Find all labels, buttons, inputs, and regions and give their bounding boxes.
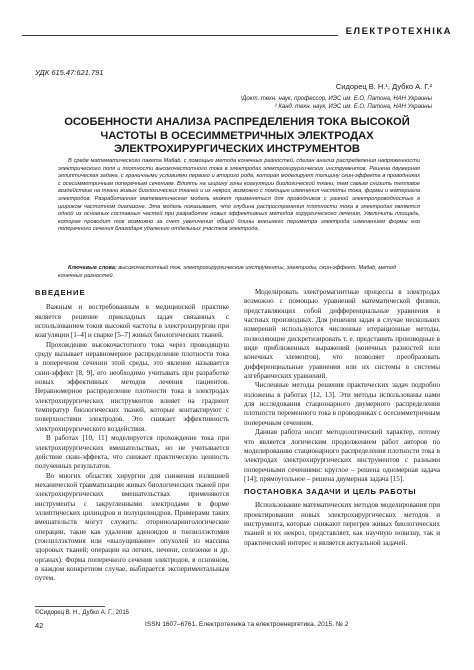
keywords-text: высокочастотный ток, электрохирургические инструменты, электроды, скин-эффект, Matlab, метод конечных разностей. [58,265,397,279]
paragraph: Моделировать электромагнитные процессы в электродах возможно с помощью уравнений математической физики, представляющих собой дифференциальные уравнения в частных производных. Для решения задач в случае нескольких измерений используются численные итерационные методы, позволяющие дискретизировать т. е. представить производные в виде приближенных выражений (конечных разностей или конечных элементов), что позволяет преобразовать дифференциальные уравнения или их системы в системы алгебраических уравнений. [244,288,440,381]
paper-title: ОСОБЕННОСТИ АНАЛИЗА РАСПРЕДЕЛЕНИЯ ТОКА ВЫСОКОЙ ЧАСТОТЫ В ОСЕСИММЕТРИЧНЫХ ЭЛЕКТРОДАХ ЭЛЕКТРОХИРУРГИЧЕСКИХ ИНСТРУМЕНТОВ [64,116,410,155]
paragraph: Данная работа носит методологический характер, потому что является логическим продолжением работ авторов по моделированию стационарного распределения плотности тока в электродах электрохирургических инструментов с разными поперечными сечениями: круглое – решена одномерная задача [14]; прямоугольное – решена двумерная задача [15]. [244,428,440,483]
affiliation-1: ¹Докт. техн. наук, профессор, ИЭС им. Е.О. Патона, НАН Украины [240,96,432,102]
authors: Сидорец В. Н.¹, Дубко А. Г.² [335,82,432,91]
abstract: В среде математического пакета Matlab, с помощью метода конечных разностей, сделан анализ распределения напряженности электрического поля и плотности высокочастотного тока в электродах электрохирургических инструментов. Решена двумерная эллиптическая задача, с граничными условиями первого и второго рода, которая моделирует толщину скин-эффекта в проводниках с осесимметричным поперечным сечением. Влиять на ширину зоны коагуляции биологической ткани, тем самым снизить тепловое воздействие на ткани живых биологических тканей и их некроз, возможно с помощью изменения частоты тока, формы и материала электродов. Разработанная математическая модель может применяться для проводников с разной электропроводностью в широком частотном диапазоне. Эта модель показывает, что глубина распространения плотности тока в электродах является одной из основных составных частей при разработке новых эффективных методов хирургического лечения. Увеличить площадь, которая проводит ток возможно за счет увеличения общей длины внешнего периметра электрода изменением формы его поперечного сечения благодаря удалению отдельных участков электрода. [58,158,420,233]
paragraph: Важным и востребованным в медицинской практике является решение прикладных задач связанных с использованием токов высокой частоты в электрохирургии при коагуляции [1–4] и сварке [5–7] живых биологических тканей. [35,303,229,340]
page-number: 42 [35,621,44,630]
paragraph: Использование математических методов моделирования при проектировании новых электрохирургических методов и инструмента, которые снижают перегрев живых биологических тканей и их некроз, представляет, как научную новизну, так и практический интерес и является актуальной задачей. [244,501,440,547]
running-header [22,22,452,48]
section-label: ЕЛЕКТРОТЕХНІКА [338,26,452,37]
paragraph: Прохождение высокочастотного тока через проводящую среду вызывает неравномерное распределение плотности тока в поперечном сечении этой среды, это явление называется скин-эффект [8, 9], его необходимо учитывать при разработке новых эффективных методов лечения пациентов. Неравномерное распределение плотности тока в электродах электрохирургических инструментов влияет на градиент температур биологических тканей, которые контактируют с поверхностями электродов. Это снижает эффективность электрохирургического воздействия. [35,340,229,433]
paragraph: В работах [10, 11] моделируется прохождение тока при электрохирургических вмешательствах, но не учитывается действие скин-эффекта, что снижает практическую ценность полученных результатов. [35,434,229,471]
copyright: ©Сидорец В. Н., Дубко А. Г., 2015 [35,610,129,616]
left-column [35,288,229,584]
footnote-rule [35,606,105,607]
paragraph: Во многих областях хирургии для снижения излишней механической травматизации живых биологических тканей при электрохирургических вмешательствах применяются инструменты с закругленными электродами в форме эллиптических цилиндров и полуцилиндров. Примерами таких вмешательств могут служить: оториноларингологические операции, такие как удаление аденоидов и тонзиллэктомия (тонзиллэктомия или «вылущивание» опухолей из массива здоровых тканей; операции на легких, печени, селезенке и др. органах). Форма поперечного сечения электродов, в основном, в каждом конкретном случае, выбирается экспериментальным путем. [35,471,229,583]
section-heading-introduction: ВВЕДЕНИЕ [35,288,86,297]
paragraph: Численные методы решения практических задач подробно изложены в работах [12, 13]. Эти методы использованы нами для исследования стационарного двумерного распределения плотности переменного тока в проводниках с осесимметричным поперечным сечением. [244,381,440,427]
right-column [244,288,440,548]
section-heading-problem: ПОСТАНОВКА ЗАДАЧИ И ЦЕЛЬ РАБОТЫ [244,487,417,497]
keywords-label: Ключевые слова: [68,265,117,271]
keywords [58,265,420,280]
affiliation-2: ² Канд. техн. наук, ИЭС им. Е.О. Патона, НАН Украины [274,104,432,110]
udk-code: УДК 615.47:621.791 [35,68,104,77]
journal-citation: ISSN 1607–6761. Електротехніка та електроенергетика. 2015. № 2 [145,621,349,628]
